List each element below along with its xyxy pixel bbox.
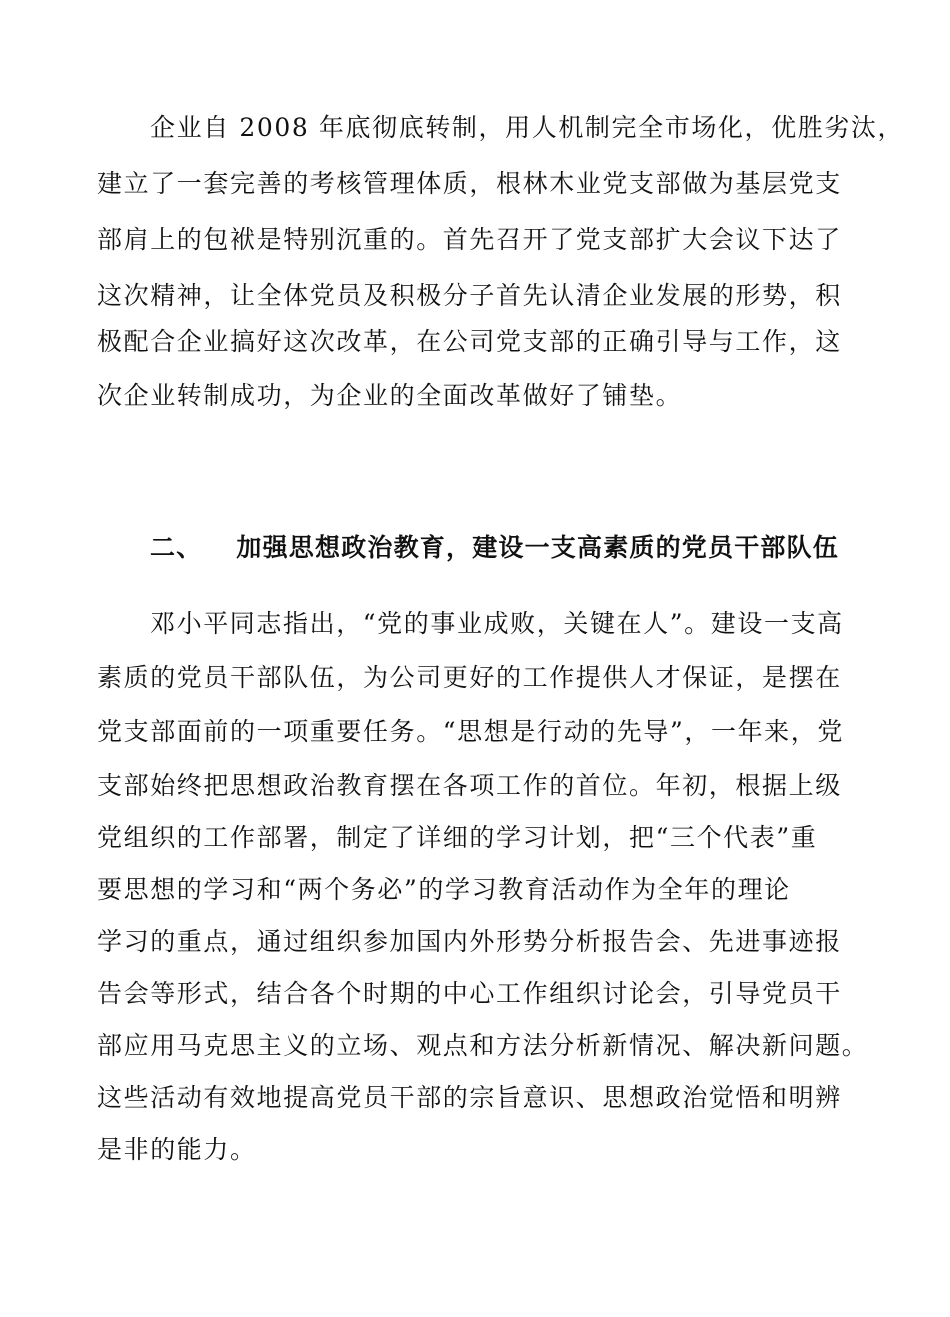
section-heading	[150, 532, 839, 564]
paragraph-1-line: 次企业转制成功，为企业的全面改革做好了铺垫。	[97, 381, 683, 410]
section-title: 加强思想政治教育，建设一支高素质的党员干部队伍	[236, 533, 840, 562]
paragraph-2-line: 党组织的工作部署，制定了详细的学习计划，把“三个代表”重	[97, 823, 818, 852]
paragraph-1-line: 企业自 2008 年底彻底转制，用人机制完全市场化，优胜劣汰，	[150, 113, 905, 142]
paragraph-2-line: 邓小平同志指出，“党的事业成败，关键在人”。建设一支高	[150, 609, 844, 638]
paragraph-2-line: 素质的党员干部队伍，为公司更好的工作提供人才保证，是摆在	[97, 663, 842, 692]
paragraph-2-line: 党支部面前的一项重要任务。“思想是行动的先导”，一年来，党	[97, 717, 844, 746]
paragraph-2-line: 部应用马克思主义的立场、观点和方法分析新情况、解决新问题。	[97, 1031, 869, 1060]
paragraph-1-line: 部肩上的包袱是特别沉重的。首先召开了党支部扩大会议下达了	[97, 225, 842, 254]
paragraph-1-line: 这次精神，让全体党员及积极分子首先认清企业发展的形势，积	[97, 281, 842, 310]
paragraph-2-line: 这些活动有效地提高党员干部的宗旨意识、思想政治觉悟和明辨	[97, 1083, 842, 1112]
paragraph-2-line: 告会等形式，结合各个时期的中心工作组织讨论会，引导党员干	[97, 979, 842, 1008]
paragraph-1-line: 极配合企业搞好这次改革，在公司党支部的正确引导与工作，这	[97, 327, 842, 356]
paragraph-2-line: 是非的能力。	[97, 1135, 257, 1164]
paragraph-2-line: 学习的重点，通过组织参加国内外形势分析报告会、先进事迹报	[97, 927, 842, 956]
section-number: 二、	[150, 533, 203, 562]
paragraph-2-line: 支部始终把思想政治教育摆在各项工作的首位。年初，根据上级	[97, 771, 842, 800]
paragraph-2-line: 要思想的学习和“两个务必”的学习教育活动作为全年的理论	[97, 875, 791, 904]
paragraph-1-line: 建立了一套完善的考核管理体质，根林木业党支部做为基层党支	[97, 169, 842, 198]
